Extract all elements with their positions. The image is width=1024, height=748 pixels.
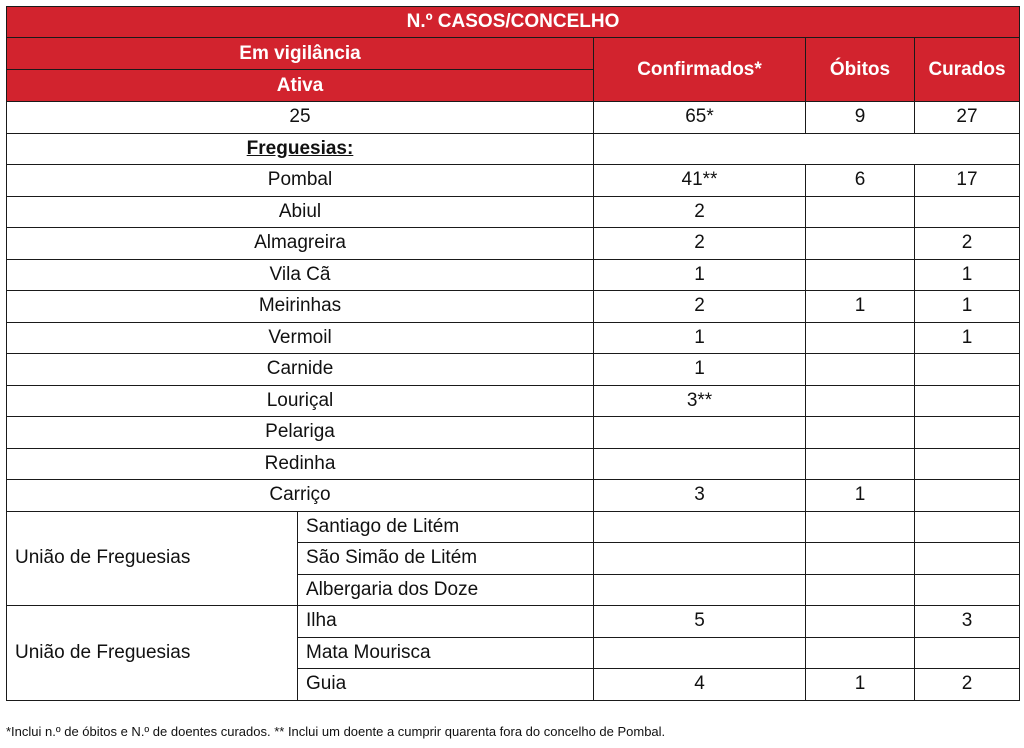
curados-cell [915, 574, 1020, 606]
header-obitos: Óbitos [806, 38, 915, 102]
header-curados: Curados [915, 38, 1020, 102]
curados-cell: 2 [915, 669, 1020, 701]
freguesia-name: Pombal [7, 165, 594, 197]
curados-cell [915, 480, 1020, 512]
uniao-member-name: Santiago de Litém [298, 511, 594, 543]
uniao-label: União de Freguesias [7, 606, 298, 701]
obitos-cell: 1 [806, 480, 915, 512]
obitos-cell: 6 [806, 165, 915, 197]
confirmados-cell: 2 [594, 228, 806, 260]
freguesia-name: Pelariga [7, 417, 594, 449]
cases-table [6, 6, 1020, 701]
curados-cell: 1 [915, 291, 1020, 323]
table-row [7, 448, 1020, 480]
confirmados-cell: 3 [594, 480, 806, 512]
table-row [7, 165, 1020, 197]
curados-cell: 1 [915, 322, 1020, 354]
header-confirmados: Confirmados* [594, 38, 806, 102]
confirmados-cell [594, 511, 806, 543]
obitos-cell [806, 606, 915, 638]
table-row [7, 511, 1020, 543]
obitos-cell [806, 354, 915, 386]
obitos-cell: 1 [806, 291, 915, 323]
obitos-cell: 1 [806, 669, 915, 701]
obitos-cell [806, 228, 915, 260]
uniao-member-name: Guia [298, 669, 594, 701]
obitos-cell [806, 385, 915, 417]
table-row [7, 417, 1020, 449]
footnote: *Inclui n.º de óbitos e N.º de doentes curados. ** Inclui um doente a cumprir quarenta fora do concelho de Pombal. [6, 724, 666, 739]
obitos-cell [806, 543, 915, 575]
header-vigilancia-line1: Em vigilância [7, 38, 594, 70]
curados-cell [915, 511, 1020, 543]
totals-row [7, 102, 1020, 134]
curados-cell [915, 448, 1020, 480]
curados-cell [915, 196, 1020, 228]
total-confirmados: 65* [594, 102, 806, 134]
table-row [7, 480, 1020, 512]
uniao-member-name: Mata Mourisca [298, 637, 594, 669]
obitos-cell [806, 196, 915, 228]
freguesia-name: Louriçal [7, 385, 594, 417]
table-row [7, 228, 1020, 260]
curados-cell: 2 [915, 228, 1020, 260]
uniao-member-name: Ilha [298, 606, 594, 638]
header-vigilancia-line2: Ativa [7, 70, 594, 102]
table-row [7, 385, 1020, 417]
freguesias-label-empty [594, 133, 1020, 165]
table-title: N.º CASOS/CONCELHO [7, 7, 1020, 38]
uniao-member-name: Albergaria dos Doze [298, 574, 594, 606]
freguesia-name: Vermoil [7, 322, 594, 354]
curados-cell: 3 [915, 606, 1020, 638]
freguesia-name: Almagreira [7, 228, 594, 260]
obitos-cell [806, 448, 915, 480]
freguesias-label: Freguesias: [7, 133, 594, 165]
total-curados: 27 [915, 102, 1020, 134]
table-row [7, 354, 1020, 386]
confirmados-cell: 1 [594, 322, 806, 354]
curados-cell [915, 354, 1020, 386]
confirmados-cell [594, 448, 806, 480]
freguesia-name: Meirinhas [7, 291, 594, 323]
confirmados-cell: 2 [594, 196, 806, 228]
confirmados-cell: 5 [594, 606, 806, 638]
obitos-cell [806, 637, 915, 669]
freguesia-name: Redinha [7, 448, 594, 480]
confirmados-cell: 3** [594, 385, 806, 417]
confirmados-cell [594, 543, 806, 575]
confirmados-cell [594, 637, 806, 669]
total-vigilancia: 25 [7, 102, 594, 134]
table-row [7, 291, 1020, 323]
table-row [7, 322, 1020, 354]
confirmados-cell [594, 417, 806, 449]
table-row [7, 259, 1020, 291]
confirmados-cell: 41** [594, 165, 806, 197]
obitos-cell [806, 259, 915, 291]
curados-cell: 17 [915, 165, 1020, 197]
confirmados-cell: 1 [594, 354, 806, 386]
obitos-cell [806, 322, 915, 354]
freguesia-name: Vila Cã [7, 259, 594, 291]
obitos-cell [806, 417, 915, 449]
uniao-label: União de Freguesias [7, 511, 298, 606]
obitos-cell [806, 574, 915, 606]
curados-cell [915, 637, 1020, 669]
confirmados-cell: 2 [594, 291, 806, 323]
freguesia-name: Abiul [7, 196, 594, 228]
curados-cell [915, 417, 1020, 449]
freguesia-name: Carnide [7, 354, 594, 386]
curados-cell [915, 385, 1020, 417]
table-row [7, 196, 1020, 228]
table-row [7, 606, 1020, 638]
confirmados-cell: 4 [594, 669, 806, 701]
obitos-cell [806, 511, 915, 543]
uniao-member-name: São Simão de Litém [298, 543, 594, 575]
curados-cell [915, 543, 1020, 575]
freguesia-name: Carriço [7, 480, 594, 512]
curados-cell: 1 [915, 259, 1020, 291]
total-obitos: 9 [806, 102, 915, 134]
confirmados-cell [594, 574, 806, 606]
confirmados-cell: 1 [594, 259, 806, 291]
freguesias-label-row [7, 133, 1020, 165]
